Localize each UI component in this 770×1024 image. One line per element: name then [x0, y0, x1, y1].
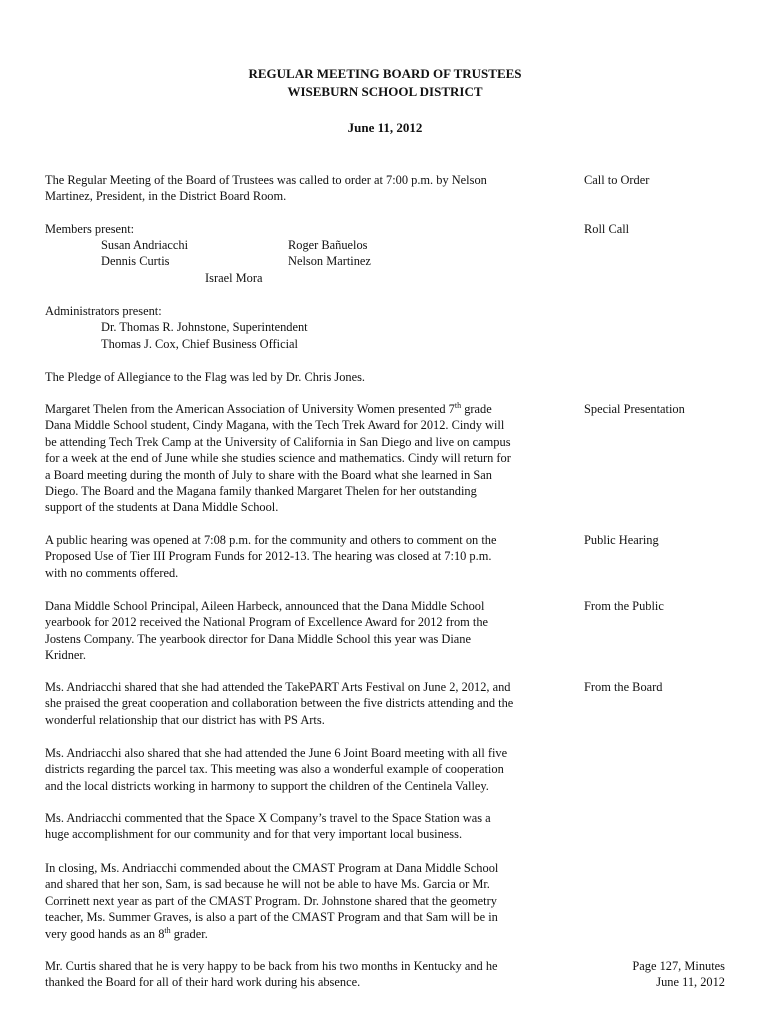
member-name: Nelson Martinez — [288, 254, 371, 268]
text-line: very good hands as an 8th grader. — [45, 925, 208, 941]
call-to-order-paragraph — [45, 172, 575, 205]
from-public-paragraph — [45, 598, 575, 664]
special-presentation-paragraph — [45, 401, 575, 516]
text-line: a Board meeting during the month of July to share with the Board what she learned in San — [45, 467, 492, 482]
text-line: Corrinett next year as part of the CMAST Program. Dr. Johnstone shared that the geometry — [45, 893, 497, 908]
text-line: thanked the Board for all of their hard work during his absence. — [45, 975, 361, 990]
public-hearing-paragraph — [45, 532, 575, 581]
text-line: Ms. Andriacchi also shared that she had attended the June 6 Joint Board meeting with all five — [45, 746, 508, 760]
side-label-special-presentation: Special Presentation — [584, 402, 685, 416]
from-board-paragraph — [45, 679, 575, 728]
text-line: Diego. The Board and the Magana family thanked Margaret Thelen for her outstanding — [45, 483, 477, 498]
text-line: and shared that her son, Sam, is sad because he will not be able to have Ms. Garcia or Mr. — [45, 877, 490, 892]
from-board-paragraph — [45, 860, 575, 942]
text-line: support of the students at Dana Middle School. — [45, 500, 279, 515]
meeting-date: June 11, 2012 — [347, 120, 423, 135]
administrators-heading: Administrators present: — [45, 304, 162, 318]
text-line: Mr. Curtis shared that he is very happy to be back from his two months in Kentucky and he — [45, 959, 498, 973]
members-heading: Members present: — [45, 222, 135, 236]
text-line: Martinez, President, in the District Board Room. — [45, 189, 287, 204]
from-board-paragraph — [45, 745, 575, 794]
text-line: Proposed Use of Tier III Program Funds for 2012-13. The hearing was closed at 7:10 p.m. — [45, 549, 492, 564]
text-line: Kridner. — [45, 648, 86, 663]
text-line: The Regular Meeting of the Board of Trustees was called to order at 7:00 p.m. by Nelson — [45, 173, 487, 187]
administrator-name: Dr. Thomas R. Johnstone, Superintendent — [101, 320, 308, 334]
footer-page-number: Page 127, Minutes — [632, 959, 725, 973]
text-line: and the local districts working in harmony to support the children of the Centinela Valley. — [45, 778, 489, 793]
side-label-public-hearing: Public Hearing — [584, 533, 659, 547]
member-name: Susan Andriacchi — [101, 238, 189, 252]
document-title-line1: REGULAR MEETING BOARD OF TRUSTEES — [248, 66, 522, 81]
text-line: huge accomplishment for our community and for that very important local business. — [45, 827, 463, 842]
text-line: Dana Middle School Principal, Aileen Harbeck, announced that the Dana Middle School — [45, 599, 485, 613]
text-line: she praised the great cooperation and collaboration between the five districts attending and the — [45, 696, 514, 711]
text-line: teacher, Ms. Summer Graves, is also a part of the CMAST Program and that Sam will be in — [45, 910, 498, 925]
text-line: Jostens Company. The yearbook director for Dana Middle School this year was Diane — [45, 631, 471, 646]
from-board-paragraph — [45, 958, 575, 991]
side-label-from-public: From the Public — [584, 599, 664, 613]
text-line: wonderful relationship that our district has with PS Arts. — [45, 712, 325, 727]
text-line: Dana Middle School student, Cindy Magana, with the Tech Trek Award for 2012. Cindy will — [45, 418, 505, 433]
footer-date: June 11, 2012 — [656, 975, 725, 990]
text-line: Ms. Andriacchi shared that she had attended the TakePART Arts Festival on June 2, 2012, and — [45, 680, 511, 694]
text-line: with no comments offered. — [45, 565, 179, 580]
page-footer — [632, 958, 725, 991]
text-line: for a week at the end of June while she studies science and mathematics. Cindy will return for — [45, 451, 511, 466]
text-line: Ms. Andriacchi commented that the Space X Company’s travel to the Space Station was a — [45, 811, 491, 825]
member-name: Roger Bañuelos — [288, 238, 368, 252]
text-line: districts regarding the parcel tax. This meeting was also a wonderful example of cooperation — [45, 762, 504, 777]
text-line: A public hearing was opened at 7:08 p.m. for the community and others to comment on the — [45, 533, 497, 547]
document-title-line2: WISEBURN SCHOOL DISTRICT — [287, 84, 483, 99]
text-line: be attending Tech Trek Camp at the University of California in San Diego and live on campus — [45, 434, 511, 449]
member-name: Dennis Curtis — [101, 254, 170, 268]
side-label-from-board: From the Board — [584, 680, 663, 694]
from-board-paragraph — [45, 810, 575, 843]
text-line: yearbook for 2012 received the National Program of Excellence Award for 2012 from the — [45, 615, 489, 630]
administrator-name: Thomas J. Cox, Chief Business Official — [101, 337, 298, 351]
pledge-paragraph: The Pledge of Allegiance to the Flag was led by Dr. Chris Jones. — [45, 370, 366, 384]
text-line: In closing, Ms. Andriacchi commended about the CMAST Program at Dana Middle School — [45, 861, 499, 875]
text-line: Margaret Thelen from the American Association of University Women presented 7th grade — [45, 401, 492, 416]
side-label-call-to-order: Call to Order — [584, 173, 650, 187]
member-name: Israel Mora — [205, 271, 263, 285]
side-label-roll-call: Roll Call — [584, 222, 630, 236]
